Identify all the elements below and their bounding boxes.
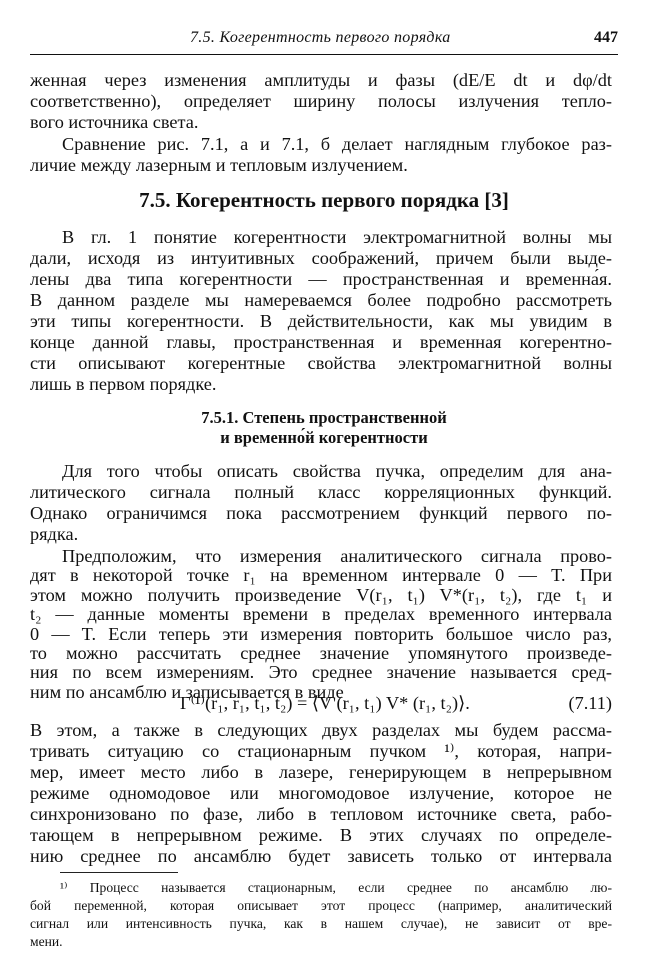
body-line: личие между лазерным и тепловым излучением.: [30, 155, 408, 175]
body-line: сти описывают когерентные свойства электромагнитной волны: [30, 353, 612, 373]
body-line: В данном разделе мы намереваемся более подробно рассмотреть: [30, 290, 612, 310]
body-line: литического сигнала полный класс корреляционных функций.: [30, 482, 612, 502]
body-line: Предположим, что измерения аналитического сигнала прово-: [62, 546, 612, 566]
footnote-line: ¹⁾ Процесс называется стационарным, если среднее по ансамблю лю-: [60, 880, 612, 895]
body-line: соответственно), определяет ширину полосы излучения тепло-: [30, 91, 612, 111]
body-line: дят в некоторой точке r₁ на временном интервале 0 — T. При: [30, 565, 612, 586]
body-line: тривать ситуацию со стационарным пучком ¹⁾, которая, напри-: [30, 741, 612, 761]
section-title: 7.5. Когерентность первого порядка [3]: [139, 188, 509, 212]
body-line: этом можно получить произведение V(r₁, t₁) V*(r₁, t₂), где t₁ и: [30, 584, 612, 605]
body-line: нию среднее по ансамблю будет зависеть только от интервала: [30, 846, 612, 866]
body-line: лены два типа когерентности — пространственная и временна́я.: [30, 269, 612, 289]
body-line: женная через изменения амплитуды и фазы (dE/E dt и dφ/dt: [30, 70, 612, 90]
body-line: тающем в непрерывном режиме. В этих случаях по определе-: [30, 825, 612, 845]
body-line: ним по ансамблю и записывается в виде: [30, 681, 344, 702]
body-line: В гл. 1 понятие когерентности электромагнитной волны мы: [62, 227, 612, 247]
footnote-rule: [60, 872, 178, 873]
body-line: Однако ограничимся пока рассмотрением функций первого по-: [30, 503, 612, 523]
body-line: 0 — T. Если теперь эти измерения повторить большое число раз,: [30, 623, 612, 644]
body-line: ния по всем измерениям. Это среднее значение называется сред-: [30, 662, 612, 683]
body-line: мер, имеет место либо в лазере, генерирующем в непрерывном: [30, 762, 612, 782]
body-line: вого источника света.: [30, 112, 199, 132]
body-line: Сравнение рис. 7.1, а и 7.1, б делает наглядным глубокое раз-: [62, 134, 612, 154]
body-line: синхронизовано по фазе, либо в тепловом источнике света, рабо-: [30, 804, 612, 824]
body-line: В этом, а также в следующих двух разделах мы будем рассма-: [30, 720, 612, 740]
footnote-line: сигнал или интенсивность пучка, как в нашем случае), не зависит от вре-: [30, 916, 612, 931]
body-line: Для того чтобы описать свойства пучка, определим для ана-: [62, 461, 612, 481]
body-line: режиме одномодовое или многомодовое излучение, которое не: [30, 783, 612, 803]
equation-number: (7.11): [568, 693, 612, 713]
running-head: [30, 24, 618, 55]
body-line: то можно рассчитать среднее значение упомянутого произведе-: [30, 643, 612, 663]
body-line: рядка.: [30, 524, 79, 544]
subsection-title-line1: 7.5.1. Степень пространственной: [201, 408, 447, 427]
page-number: 447: [594, 29, 618, 46]
footnote-line: мени.: [30, 934, 63, 949]
body-line: дали, исходя из интуитивных соображений, причем были выде-: [30, 248, 612, 268]
footnote-line: бой переменной, которая описывает этот процесс (например, аналитический: [30, 898, 612, 913]
body-line: лишь в первом порядке.: [30, 374, 217, 394]
body-line: конце данной главы, пространственная и временная когерентно-: [30, 332, 612, 352]
equation-body: Γ⁽¹⁾(r₁, r₁, t₁, t₂) = ⟨V (r₁, t₁) V* (r₁, t₂)⟩.: [180, 693, 470, 713]
body-line: эти типы когерентности. В действительности, как мы увидим в: [30, 311, 612, 331]
body-line: t₂ — данные моменты времени в пределах временного интервала: [30, 604, 612, 625]
running-head-title: 7.5. Когерентность первого порядка: [190, 29, 451, 46]
subsection-title-line2: и временно́й когерентности: [220, 428, 428, 447]
